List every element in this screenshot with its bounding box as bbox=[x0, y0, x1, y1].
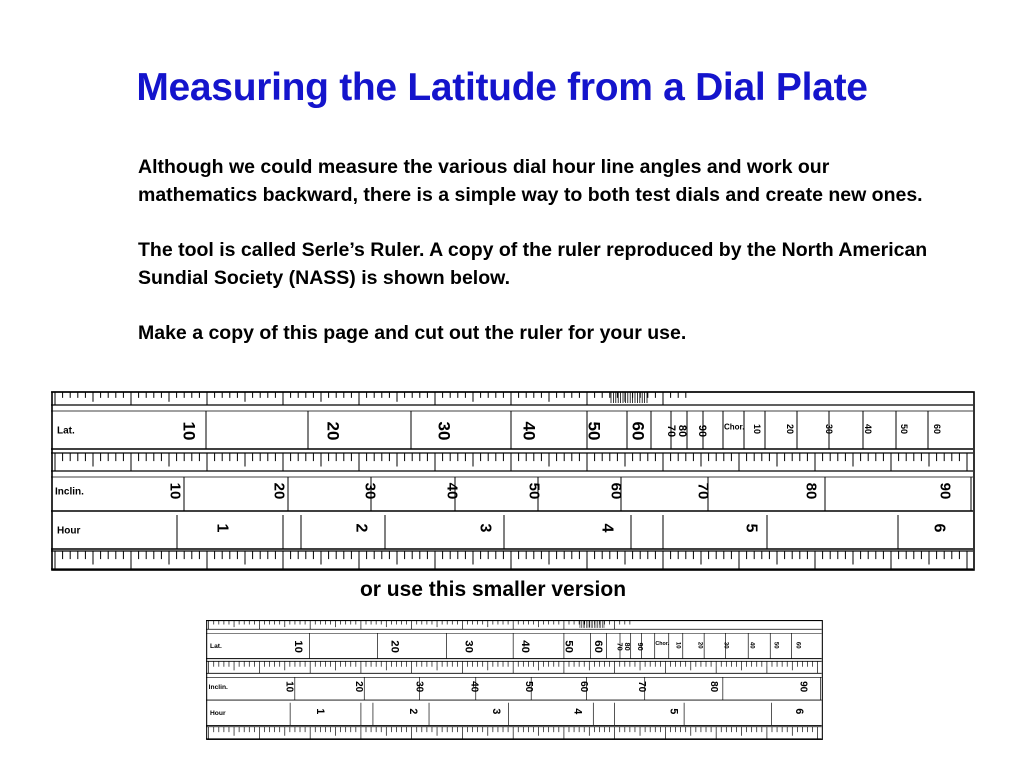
inclin-mark: 60 bbox=[607, 482, 625, 500]
inclin-mark: 30 bbox=[361, 482, 379, 500]
inclin-mark: 40 bbox=[443, 482, 461, 500]
lat-mark: 80 bbox=[622, 642, 632, 651]
lat-mark: 50 bbox=[562, 640, 575, 653]
chord-mark: 50 bbox=[772, 641, 779, 649]
lat-mark: 40 bbox=[519, 421, 539, 441]
inclin-mark: 70 bbox=[635, 681, 647, 693]
lat-mark: 20 bbox=[388, 640, 401, 653]
lat-mark: 60 bbox=[591, 640, 604, 653]
hour-mark: 2 bbox=[407, 708, 420, 715]
lat-mark: 50 bbox=[584, 421, 604, 441]
chord-mark: 30 bbox=[824, 423, 834, 435]
tool-paragraph: The tool is called Serle’s Ruler. A copy of the ruler reproduced by the North American Sundial Society (NASS) is shown below. bbox=[138, 239, 928, 289]
intro-paragraph: Although we could measure the various dial hour line angles and work our mathematics backward, there is a simple way to both test dials and create new ones. bbox=[138, 156, 923, 206]
hour-mark: 5 bbox=[667, 708, 680, 715]
hour-mark: 4 bbox=[571, 708, 584, 715]
chord-scale-label: Chor. bbox=[655, 640, 670, 647]
lat-mark: 40 bbox=[519, 640, 532, 653]
lat-mark: 20 bbox=[323, 421, 343, 441]
hour-mark: 1 bbox=[213, 523, 231, 533]
lat-scale-label: Lat. bbox=[57, 425, 75, 437]
hour-mark: 6 bbox=[792, 708, 805, 715]
chord-mark: 50 bbox=[899, 423, 909, 435]
hour-mark: 3 bbox=[476, 523, 494, 533]
ruler-outline bbox=[207, 621, 823, 740]
inclin-mark: 30 bbox=[413, 681, 425, 693]
serle-ruler-large bbox=[51, 391, 975, 571]
inclin-mark: 90 bbox=[797, 681, 809, 693]
hour-mark: 2 bbox=[352, 523, 370, 533]
lat-mark: 10 bbox=[179, 421, 199, 441]
inclin-mark: 80 bbox=[802, 482, 820, 500]
inclin-mark: 70 bbox=[694, 482, 712, 500]
lat-mark: 70 bbox=[665, 424, 677, 438]
inclin-scale-label: Inclin. bbox=[208, 683, 228, 691]
inclin-mark: 10 bbox=[283, 681, 295, 693]
lat-mark: 30 bbox=[434, 421, 454, 441]
inclin-mark: 20 bbox=[352, 681, 364, 693]
inclin-mark: 80 bbox=[707, 681, 719, 693]
lat-mark: 30 bbox=[462, 640, 475, 653]
inclin-scale-label: Inclin. bbox=[55, 486, 84, 498]
hour-scale-label: Hour bbox=[210, 709, 226, 717]
lat-mark: 10 bbox=[292, 640, 305, 653]
inclin-mark: 90 bbox=[936, 482, 954, 500]
ruler-outline bbox=[52, 392, 974, 570]
inclin-mark: 50 bbox=[525, 482, 543, 500]
chord-mark: 60 bbox=[932, 423, 942, 435]
inclin-mark: 40 bbox=[468, 681, 480, 693]
hour-mark: 6 bbox=[930, 523, 948, 533]
chord-scale-label: Chor. bbox=[724, 422, 745, 432]
smaller-version-caption: or use this smaller version bbox=[359, 578, 627, 601]
hour-mark: 1 bbox=[314, 708, 327, 715]
instruction-paragraph: Make a copy of this page and cut out the ruler for your use. bbox=[138, 322, 687, 344]
page-title: Measuring the Latitude from a Dial Plate bbox=[136, 66, 868, 109]
chord-mark: 40 bbox=[748, 641, 755, 649]
chord-mark: 20 bbox=[696, 641, 703, 649]
lat-mark: 90 bbox=[696, 424, 708, 438]
hour-mark: 5 bbox=[742, 523, 760, 533]
inclin-mark: 20 bbox=[270, 482, 288, 500]
hour-mark: 4 bbox=[598, 523, 616, 533]
inclin-mark: 10 bbox=[166, 482, 184, 500]
hour-scale-label: Hour bbox=[57, 525, 81, 537]
lat-mark: 70 bbox=[615, 642, 625, 651]
chord-mark: 30 bbox=[722, 641, 729, 649]
chord-mark: 40 bbox=[863, 423, 873, 435]
inclin-mark: 50 bbox=[523, 681, 535, 693]
lat-mark: 90 bbox=[636, 642, 646, 651]
chord-mark: 10 bbox=[752, 423, 762, 435]
chord-mark: 60 bbox=[794, 641, 801, 649]
inclin-mark: 60 bbox=[577, 681, 589, 693]
lat-scale-label: Lat. bbox=[210, 643, 222, 651]
chord-mark: 10 bbox=[674, 641, 681, 649]
lat-mark: 80 bbox=[676, 424, 688, 438]
hour-mark: 3 bbox=[489, 708, 502, 715]
lat-mark: 60 bbox=[628, 421, 648, 441]
serle-ruler-small bbox=[206, 619, 823, 741]
body-text bbox=[138, 153, 938, 347]
chord-mark: 20 bbox=[785, 423, 795, 435]
